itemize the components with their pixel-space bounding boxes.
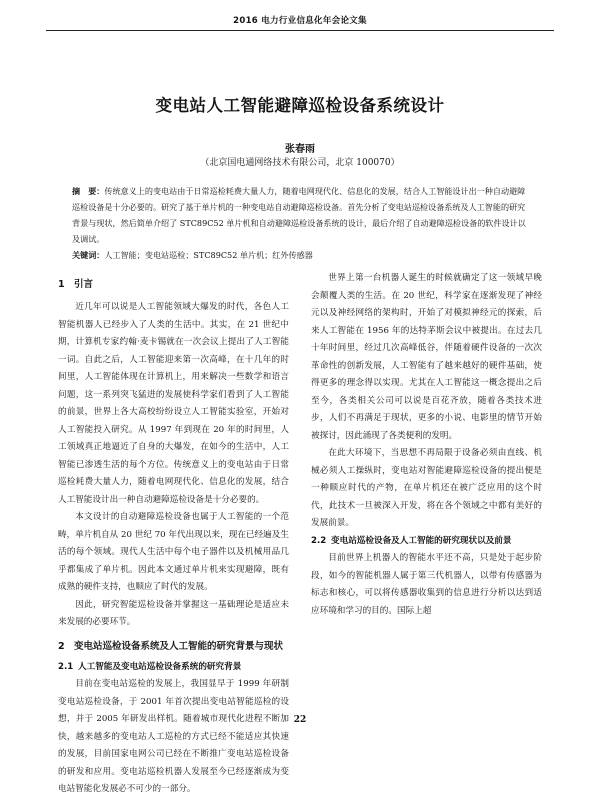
section-1-paragraph-3: 因此，研究智能巡检设备并掌握这一基础理论是适应未来发展的必要环节。 (58, 599, 289, 627)
section-1-number: 1 (58, 279, 65, 290)
right-column (311, 270, 542, 707)
section-2-1-paragraph-1: 目前在变电站巡检的发展上，我国显早于 1999 年研制变电站巡检设备，于 2001 年首次提出变电站智能巡检的设想，并于 2005 年研发出样机。随着城市现代化进程不断加快，越来越多的变电站人工巡检的方式已经不能适应其快速的发展，目前国家电网公司已经在不断推广变电站巡检设备的研发和应用。变电站巡检机器人发展至今已经逐渐成为变电站智能化发展必不可少的一部分。 (58, 679, 289, 794)
section-2-2-heading (311, 533, 542, 551)
paper-title: 变电站人工智能避障巡检设备系统设计 (155, 96, 445, 115)
left-column (58, 270, 289, 794)
affiliation: （北京国电通网络技术有限公司，北京 100070） (200, 158, 400, 168)
section-2-1-paragraph-3: 在此大环境下，当思想不再局限于设备必须由直线、机械必须人工操纵时，变电站对智能避障巡检设备的提出便是一种顺应时代的产物，在单片机还在被广泛应用的这个时代，此技术一旦被深入开发，将在各个领域之中都有美好的发展前景。 (311, 448, 542, 528)
section-1-paragraph-2: 本文设计的自动避障巡检设备也属于人工智能的一个范畴，单片机自从 20 世纪 70 年代出现以来，现在已经遍及生活的每个领域。现代人生活中每个电子器件以及机械用品几乎都集成了单片机。因此本文通过单片机来实现避障，既有成熟的硬件支持，也顺应了时代的发展。 (58, 512, 289, 592)
section-1-paragraph-1: 近几年可以说是人工智能领域大爆发的时代，各色人工智能机器人已经步入了人类的生活中。其实，在 21 世纪中期，计算机专家约翰·麦卡锡就在一次会议上提出了人工智能一词。自此之后，人工智能迎来第一次高峰，在十几年的时间里，人工智能体现在计算机上，用来解决一些数学和语言问题，这一系列突飞猛进的发展使科学家们看到了人工智能的前景，世界上各大高校纷纷设立人工智能实验室，开始对人工智能投入研究。从 1997 年到现在 20 年的时间里，人工领域真正地逼近了自身的大爆发，在如今的生活中，人工智能已渗透生活的每个方位。传统意义上的变电站由于日常巡检耗费大量人力，随着电网现代化、信息化的发展，结合人工智能设计出一种自动避障巡检设备是十分必要的。 (58, 302, 289, 505)
section-2-heading (58, 638, 289, 655)
section-2-2-title: 变电站巡检设备及人工智能的研究现状以及前景 (331, 535, 512, 546)
author: 张春雨 (285, 144, 315, 155)
abstract-label: 摘 要： (72, 186, 105, 196)
section-2-title: 变电站巡检设备系统及人工智能的研究背景与现状 (74, 640, 284, 652)
section-1-heading (58, 276, 289, 293)
section-2-1-title: 人工智能及变电站巡检设备系统的研究背景 (78, 661, 242, 672)
section-2-1-paragraph-2: 世界上第一台机器人诞生的时候就确定了这一领域早晚会颠覆人类的生活。在 20 世纪，科学家在逐渐发现了神经元以及神经网络的架构时，开始了对模拟神经元的探索，后来人工智能在 1956 年的达特茅斯会议中被提出。在过去几十年时间里，经过几次高峰低谷，伴随着硬件设备的一次次革命性的创新发展，人工智能有了越来越好的硬件基础，使得更多的理念得以实现。尤其在人工智能这一概念提出之后至今，各类相关公司可以说是百花齐放，随着各类技术进步，人们不再满足于现状，更多的小说、电影里的情节开始被探讨，因此涌现了各类便利的发明。 (311, 273, 542, 441)
abstract (72, 183, 528, 247)
keywords-label: 关键词： (72, 250, 105, 260)
keywords (72, 247, 528, 263)
header-rule (46, 30, 554, 31)
section-2-1-heading (58, 659, 289, 677)
section-2-2-paragraph-1: 目前世界上机器人的智能水平还不高，只是处于起步阶段，如今的智能机器人属于第三代机器人，以带有传感器为标志和核心，可以将传感器收集到的信息进行分析以达到适应环境和学习的目的。国际上超 (311, 553, 542, 616)
page-number: 22 (293, 715, 307, 725)
section-1-title: 引言 (74, 279, 94, 290)
section-2-number: 2 (58, 640, 65, 652)
running-header: 2016 电力行业信息化年会论文集 (233, 16, 367, 26)
section-2-2-number: 2.2 (311, 535, 327, 546)
keywords-text: 人工智能；变电站巡检；STC89C52 单片机；红外传感器 (104, 250, 313, 260)
section-2-1-number: 2.1 (58, 661, 74, 672)
abstract-text: 传统意义上的变电站由于日常巡检耗费大量人力，随着电网现代化、信息化的发展，结合人工智能设计出一种自动避障巡检设备是十分必要的。研究了基于单片机的一种变电站自动避障巡检设备。首先分析了变电站巡检设备系统及人工智能的研究背景与现状，然后简单介绍了 STC89C52 单片机和自动避障巡检设备系统的设计，最后介绍了自动避障巡检设备的软件设计以及调试。 (72, 186, 526, 244)
